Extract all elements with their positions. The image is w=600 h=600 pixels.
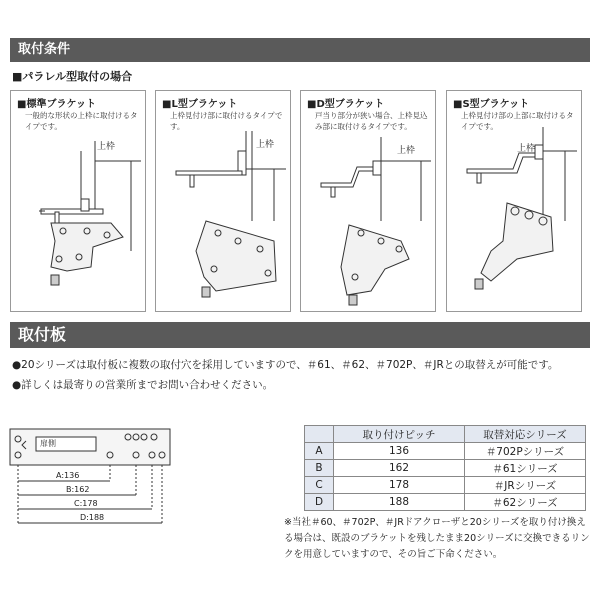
header-series: 取替対応シリーズ xyxy=(465,426,586,443)
mounting-plate-diagram xyxy=(8,425,178,534)
note-contact: ●詳しくは最寄りの営業所までお問い合わせください。 xyxy=(12,379,274,391)
l-bracket-illustration xyxy=(156,91,292,313)
section-title: 取付条件 xyxy=(18,42,71,57)
row-series: ＃702Pシリーズ xyxy=(465,443,586,460)
panel-s-bracket xyxy=(446,90,582,312)
panel-description: 上枠見付け部の上部に取付けるタイプです。 xyxy=(461,111,574,131)
panel-description: 戸当り部分が狭い場合、上枠見込み部に取付けるタイプです。 xyxy=(315,111,428,131)
frame-label: 上枠 xyxy=(256,140,275,150)
panel-l-bracket xyxy=(155,90,291,312)
table-header-row xyxy=(305,426,586,443)
panel-title: ■S型ブラケット xyxy=(453,99,530,110)
panel-title: ■D型ブラケット xyxy=(307,99,385,110)
row-series: ＃61シリーズ xyxy=(465,460,586,477)
row-series: ＃62シリーズ xyxy=(465,494,586,511)
dim-c-label: C:178 xyxy=(74,499,98,508)
door-side-label: 扉側 xyxy=(40,439,56,448)
dim-b-label: B:162 xyxy=(66,485,90,494)
section-header-mounting-conditions xyxy=(10,38,590,62)
row-pitch: 178 xyxy=(334,477,465,494)
row-pitch: 136 xyxy=(334,443,465,460)
standard-bracket-illustration xyxy=(11,91,147,313)
table-row xyxy=(305,460,586,477)
frame-label: 上枠 xyxy=(397,146,416,156)
table-row xyxy=(305,494,586,511)
header-pitch: 取り付けピッチ xyxy=(334,426,465,443)
row-pitch: 162 xyxy=(334,460,465,477)
frame-label: 上枠 xyxy=(97,142,116,152)
frame-label: 上枠 xyxy=(517,144,536,154)
row-key: B xyxy=(305,460,334,477)
section-header-mounting-plate xyxy=(10,322,590,348)
dim-d-label: D:188 xyxy=(80,513,105,522)
parallel-mount-subheading: ■パラレル型取付の場合 xyxy=(12,70,133,83)
row-key: D xyxy=(305,494,334,511)
table-row xyxy=(305,477,586,494)
panel-description: 上枠見付け部に取付けるタイプです。 xyxy=(170,111,283,131)
section-title: 取付板 xyxy=(18,325,67,344)
panel-title: ■標準ブラケット xyxy=(17,99,96,110)
row-pitch: 188 xyxy=(334,494,465,511)
s-bracket-illustration xyxy=(447,91,583,313)
row-key: C xyxy=(305,477,334,494)
panel-d-bracket xyxy=(300,90,436,312)
panel-title: ■L型ブラケット xyxy=(162,99,238,110)
replacement-footnote: ※当社＃60、＃702P、＃JRドアクローザと20シリーズを取り付け換える場合は、既設のブラケットを残したまま20シリーズに交換できるリンクを用意していますので、その旨ご下命ください。 xyxy=(284,517,590,560)
d-bracket-illustration xyxy=(301,91,437,313)
table-row xyxy=(305,443,586,460)
pitch-table xyxy=(304,425,586,511)
dim-a-label: A:136 xyxy=(56,471,80,480)
panel-standard-bracket xyxy=(10,90,146,312)
note-compatibility: ●20シリーズは取付板に複数の取付穴を採用していますので、＃61、＃62、＃702P、＃JRとの取替えが可能です。 xyxy=(12,359,559,371)
panel-description: 一般的な形状の上枠に取付けるタイプです。 xyxy=(25,111,138,131)
row-key: A xyxy=(305,443,334,460)
header-key xyxy=(305,426,334,443)
row-series: ＃JRシリーズ xyxy=(465,477,586,494)
